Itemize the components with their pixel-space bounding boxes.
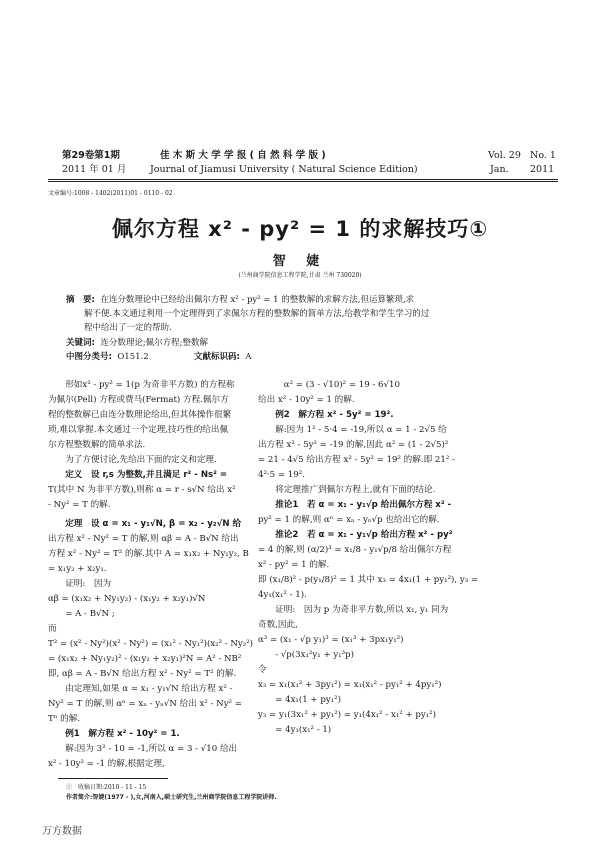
volume-en: Vol. 29	[488, 150, 521, 161]
body-line: 形如x² - py² = 1(p 为奇非平方数) 的方程称	[48, 380, 235, 390]
body-line: - Ny² = T 的解.	[48, 500, 111, 510]
keywords	[66, 336, 208, 350]
body-line: 给出 x² - 10y² = 1 的解.	[258, 395, 355, 405]
proof-line: 证明: 因为	[48, 579, 112, 589]
body-line: = 4 的解,则 (α/2)³ = x₁/8 - y₁√p/8 给出佩尔方程	[258, 545, 452, 555]
body-line: = x₁y₂ + x₂y₁.	[48, 564, 107, 574]
body-line: Ny² = T 的解,则 αⁿ = xₙ - yₙ√N 给出 x² - Ny² =	[48, 699, 242, 709]
journal-title-cn: 佳 木 斯 大 学 学 报 ( 自 然 科 学 版 )	[160, 150, 326, 161]
abstract	[66, 293, 546, 335]
body-line: 为佩尔(Pell) 方程或费马(Fermat) 方程.佩尔方	[48, 395, 229, 405]
author: 智 婕	[272, 254, 328, 269]
formula-line: y₃ = y₁(3x₁² + py₁²) = y₁(4x₁² - x₁² + py₁²)	[258, 710, 436, 720]
keywords-label: 关键词:	[66, 338, 95, 348]
body-line: T(其中 N 为非平方数),则称 α = r - s√N 给出 x²	[48, 485, 236, 495]
header-rule-bottom	[48, 181, 558, 182]
paper-title: 佩尔方程 x² - py² = 1 的求解技巧①	[111, 217, 489, 241]
body-line: 程的整数解已由连分数理论给出,但其体操作很繁	[48, 410, 232, 420]
body-line: x² - py² = 1 的解.	[258, 560, 330, 570]
abstract-line-3: 程中给出了一定的帮助.	[84, 323, 172, 333]
body-line: 方程 x² - Ny² = T² 的解.其中 A = x₁x₂ + Ny₁y₂, B	[48, 549, 249, 559]
formula-line: = A - B√N ;	[48, 609, 115, 619]
corollary-line: 推论2 若 α = x₁ - y₁√p 给出方程 x² - py²	[258, 530, 453, 540]
abstract-line-2: 解不便.本文通过利用一个定理得到了求佩尔方程的整数解的简单方法,给教学和学生学习的过	[84, 309, 430, 319]
clc-value: O151.2	[117, 352, 149, 362]
body-line: 出方程 x² - 5y² = -19 的解,因此 α² = (1 - 2√5)²	[258, 440, 449, 450]
keywords-text: 连分数理论;佩尔方程;整数解	[100, 338, 209, 348]
affiliation: (兰州商学院信息工程学院,甘肃 兰州 730020)	[238, 272, 362, 279]
formula-line: - √p(3x₁²y₁ + y₁³p)	[258, 650, 354, 660]
corollary-line: 推论1 若 α = x₁ - y₁√p 给出佩尔方程 x² -	[258, 500, 452, 510]
formula-line: = 4y₁(x₁² - 1)	[258, 725, 332, 735]
body-line: 而	[48, 624, 57, 634]
body-line: 琐,难以掌握.本文通过一个定理,技巧性的给出佩	[48, 425, 229, 435]
example-line: 例1 解方程 x² - 10y² = 1.	[48, 729, 180, 739]
formula-line: α³ = (x₁ - √p y₁)³ = (x₁³ + 3px₁y₁²)	[258, 635, 404, 645]
watermark: 万方数据	[42, 826, 82, 837]
body-line: 为了方便讨论,先给出下面的定义和定理.	[48, 455, 217, 465]
body-line: = 21 - 4√5 给出方程 x² - 5y² = 19² 的解.即 21² -	[258, 455, 455, 465]
body-line: 4y₁(x₁² - 1).	[258, 590, 307, 600]
proof-line: 证明: 因为 p 为奇非平方数,所以 x₁, y₁ 同为	[258, 605, 449, 615]
abstract-line-1: 摘 要: 在连分数理论中已经给出佩尔方程 x² - py² = 1 的整数解的求解方法,但运算繁琐,求	[66, 295, 415, 305]
definition-line: 定义 设 r,s 为整数,并且满足 r² - Ns² =	[48, 470, 228, 480]
volume-cn: 第29卷第1期	[62, 150, 120, 161]
formula-line: x₃ = x₁(x₁² + 3py₁²) = x₁(x₁² - py₁² + 4py₁²)	[258, 680, 442, 690]
formula-line: = (x₁x₂ + Ny₁y₂)² - (x₁y₂ + x₂y₁)²N = A² - NB²	[48, 654, 242, 664]
body-line: 即, αβ = A - B√N 给出方程 x² - Ny² = T² 的解.	[48, 669, 237, 679]
date-cn: 2011 年 01 月	[62, 164, 127, 175]
article-id: 文章编号:1008 - 1402(2011)01 - 0110 - 02	[48, 190, 173, 197]
footnote-rule	[58, 778, 168, 779]
body-line: 令	[258, 665, 267, 675]
formula-line: T² = (x² - Ny²)(x² - Ny²) = (x₁² - Ny₁²)(x₂² - Ny₂²)	[48, 639, 254, 649]
formula-line: αβ = (x₁x₂ + Ny₁y₂) - (x₁y₂ + x₂y₁)√N	[48, 594, 206, 604]
classification	[66, 350, 251, 364]
body-line: Tⁿ 的解.	[48, 714, 81, 724]
month-en: Jan.	[490, 164, 509, 175]
body-line: 即 (x₁/8)² - p(y₁/8)² = 1 其中 x₃ = 4x₁(1 + py₁²), y₃ =	[258, 575, 479, 585]
body-line: 由定理知,如果 α = x₁ - y₁√N 给出方程 x² -	[48, 684, 233, 694]
body-line: 将定理推广到佩尔方程上,就有下面的结论.	[258, 485, 436, 495]
doc-code-value: A	[245, 352, 252, 362]
body-line: 4²·5 = 19².	[258, 470, 305, 480]
received-date: ① 收稿日期:2010 - 11 - 15	[66, 784, 147, 791]
doc-code-label: 文献标识码:	[194, 352, 240, 362]
clc-label: 中图分类号:	[66, 352, 112, 362]
journal-title-en: Journal of Jiamusi University ( Natural Science Edition)	[150, 164, 418, 175]
formula-line: α² = (3 - √10)² = 19 - 6√10	[258, 380, 400, 390]
year-en: 2011	[530, 164, 555, 175]
example-line: 例2 解方程 x² - 5y² = 19².	[258, 410, 394, 420]
theorem-line: 定理 设 α = x₁ - y₁√N, β = x₂ - y₂√N 给	[48, 519, 242, 529]
footnote	[66, 783, 277, 803]
body-line: 解:因为 1² - 5·4 = -19,所以 α = 1 - 2√5 给	[258, 425, 447, 435]
body-line: py² = 1 的解,则 αⁿ = xₙ - yₙ√p 也给出它的解.	[258, 515, 440, 525]
abstract-label: 摘 要:	[66, 295, 95, 305]
body-line: 出方程 x² - Ny² = T 的解,则 αβ = A - B√N 给出	[48, 534, 239, 544]
body-line: 解:因为 3² - 10 = -1,所以 α = 3 - √10 给出	[48, 744, 238, 754]
formula-line: = 4x₁(1 + py₁²)	[258, 695, 341, 705]
body-line: 奇数,因此,	[258, 620, 298, 630]
body-line: 尔方程整数解的简单求法.	[48, 440, 146, 450]
body-line: x² - 10y² = -1 的解,根据定理,	[48, 759, 165, 769]
author-bio: 作者简介:智婕(1977 - ),女,河南人,硕士研究生,兰州商学院信息工程学院讲师.	[66, 794, 277, 801]
header-rule-top	[48, 179, 558, 180]
issue-en: No. 1	[530, 150, 556, 161]
right-column	[258, 378, 558, 738]
